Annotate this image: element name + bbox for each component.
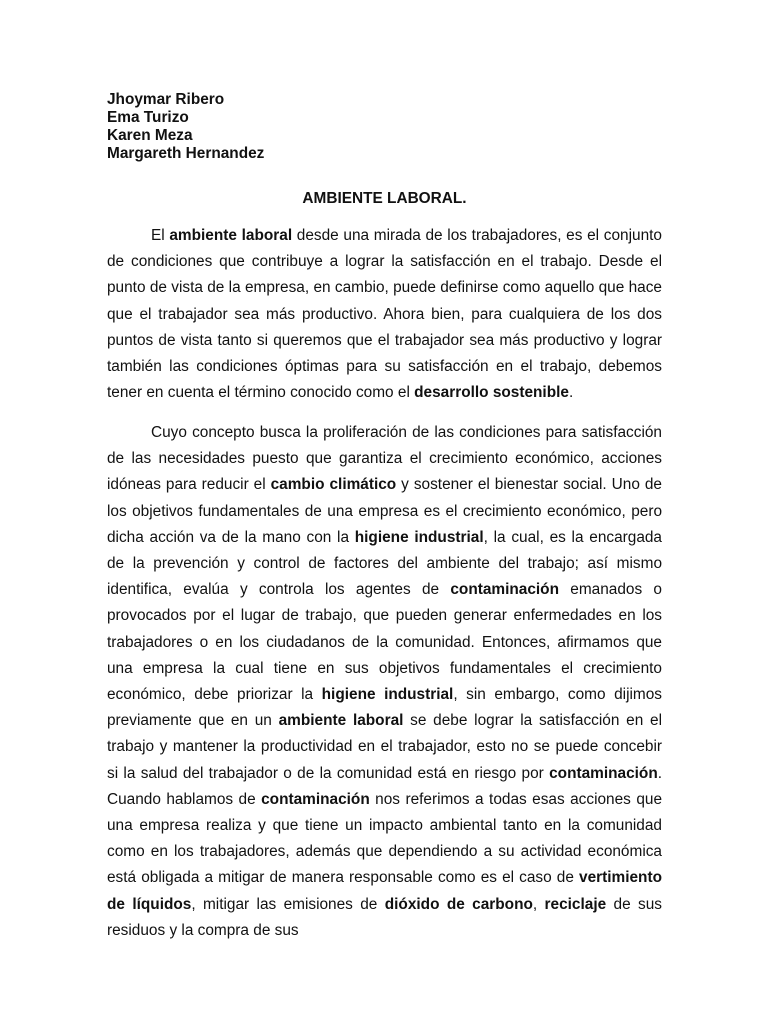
body-paragraph-1: [107, 223, 662, 406]
paragraph-text: .: [568, 384, 574, 402]
paragraph-text: desde una mirada de los trabajadores, es el conjunto de condiciones que contribuye a lograr la satisfacción en el trabajo. Desde el punto de vista de la empresa, en cambio, puede definirse como aquello que hace que el trabajador sea más productivo. Ahora bien, para cualquiera de los dos puntos de vista tanto si queremos que el trabajador sea más productivo y lograr también las condiciones óptimas para su satisfacción en el trabajo, debemos tener en cuenta el término conocido como el: [107, 227, 662, 402]
author-name: Karen Meza: [107, 127, 193, 144]
bold-term: contaminación: [261, 790, 370, 808]
body-paragraph-2: [107, 420, 662, 944]
paragraph-text: y sostener el bienestar social. Uno de los objetivos fundamentales de una empresa es el crecimiento económico, pero dicha acción va de la mano con la: [107, 476, 662, 546]
bold-term: reciclaje: [544, 895, 607, 913]
paragraph-text: Cuyo concepto busca la proliferación de las condiciones para satisfacción de las necesidades puesto que garantiza el crecimiento económico, acciones idóneas para reducir el: [107, 424, 662, 494]
paragraph-text: El: [151, 227, 170, 244]
document-title: AMBIENTE LABORAL.: [302, 190, 467, 207]
bold-term: cambio climático: [270, 476, 397, 494]
author-name: Jhoymar Ribero: [107, 91, 225, 108]
paragraph-text: , sin embargo, como dijimos previamente que en un: [107, 686, 662, 730]
paragraph-text: nos referimos a todas esas acciones que una empresa realiza y que tiene un impacto ambiental tanto en la comunidad como en los trabajadores, además que dependiendo a su actividad económica está obligada a mitigar de manera responsable como es el caso de: [107, 790, 662, 887]
author-name: Ema Turizo: [107, 109, 189, 126]
bold-term: vertimiento de líquidos: [107, 869, 662, 913]
paragraph-text: . Cuando hablamos de: [107, 764, 662, 808]
bold-term: contaminación: [450, 581, 559, 599]
paragraph-text: , la cual, es la encargada de la prevención y control de factores del ambiente del trabajo; así mismo identifica, evalúa y controla los agentes de: [107, 528, 662, 599]
bold-term: higiene industrial: [321, 686, 454, 704]
bold-term: higiene industrial: [354, 528, 484, 546]
paragraph-text: de sus residuos y la compra de sus: [107, 895, 662, 939]
bold-term: dióxido de carbono: [384, 895, 533, 913]
paragraph-text: se debe lograr la satisfacción en el trabajo y mantener la productividad en el trabajador, esto no se puede concebir si la salud del trabajador o de la comunidad está en riesgo por: [107, 712, 662, 782]
paragraph-text: ,: [532, 895, 545, 913]
author-name: Margareth Hernandez: [107, 145, 265, 162]
bold-term: desarrollo sostenible: [414, 384, 569, 402]
bold-term: ambiente laboral: [278, 712, 404, 730]
bold-term: ambiente laboral: [169, 227, 293, 244]
author-list: [107, 91, 264, 163]
paragraph-text: emanados o provocados por el lugar de trabajo, que pueden generar enfermedades en los trabajadores o en los ciudadanos de la comunidad. Entonces, afirmamos que una empresa la cual tiene en sus objetivos fundamentales el crecimiento económico, debe priorizar la: [107, 581, 662, 704]
bold-term: contaminación: [549, 764, 658, 782]
paragraph-text: , mitigar las emisiones de: [191, 895, 385, 913]
